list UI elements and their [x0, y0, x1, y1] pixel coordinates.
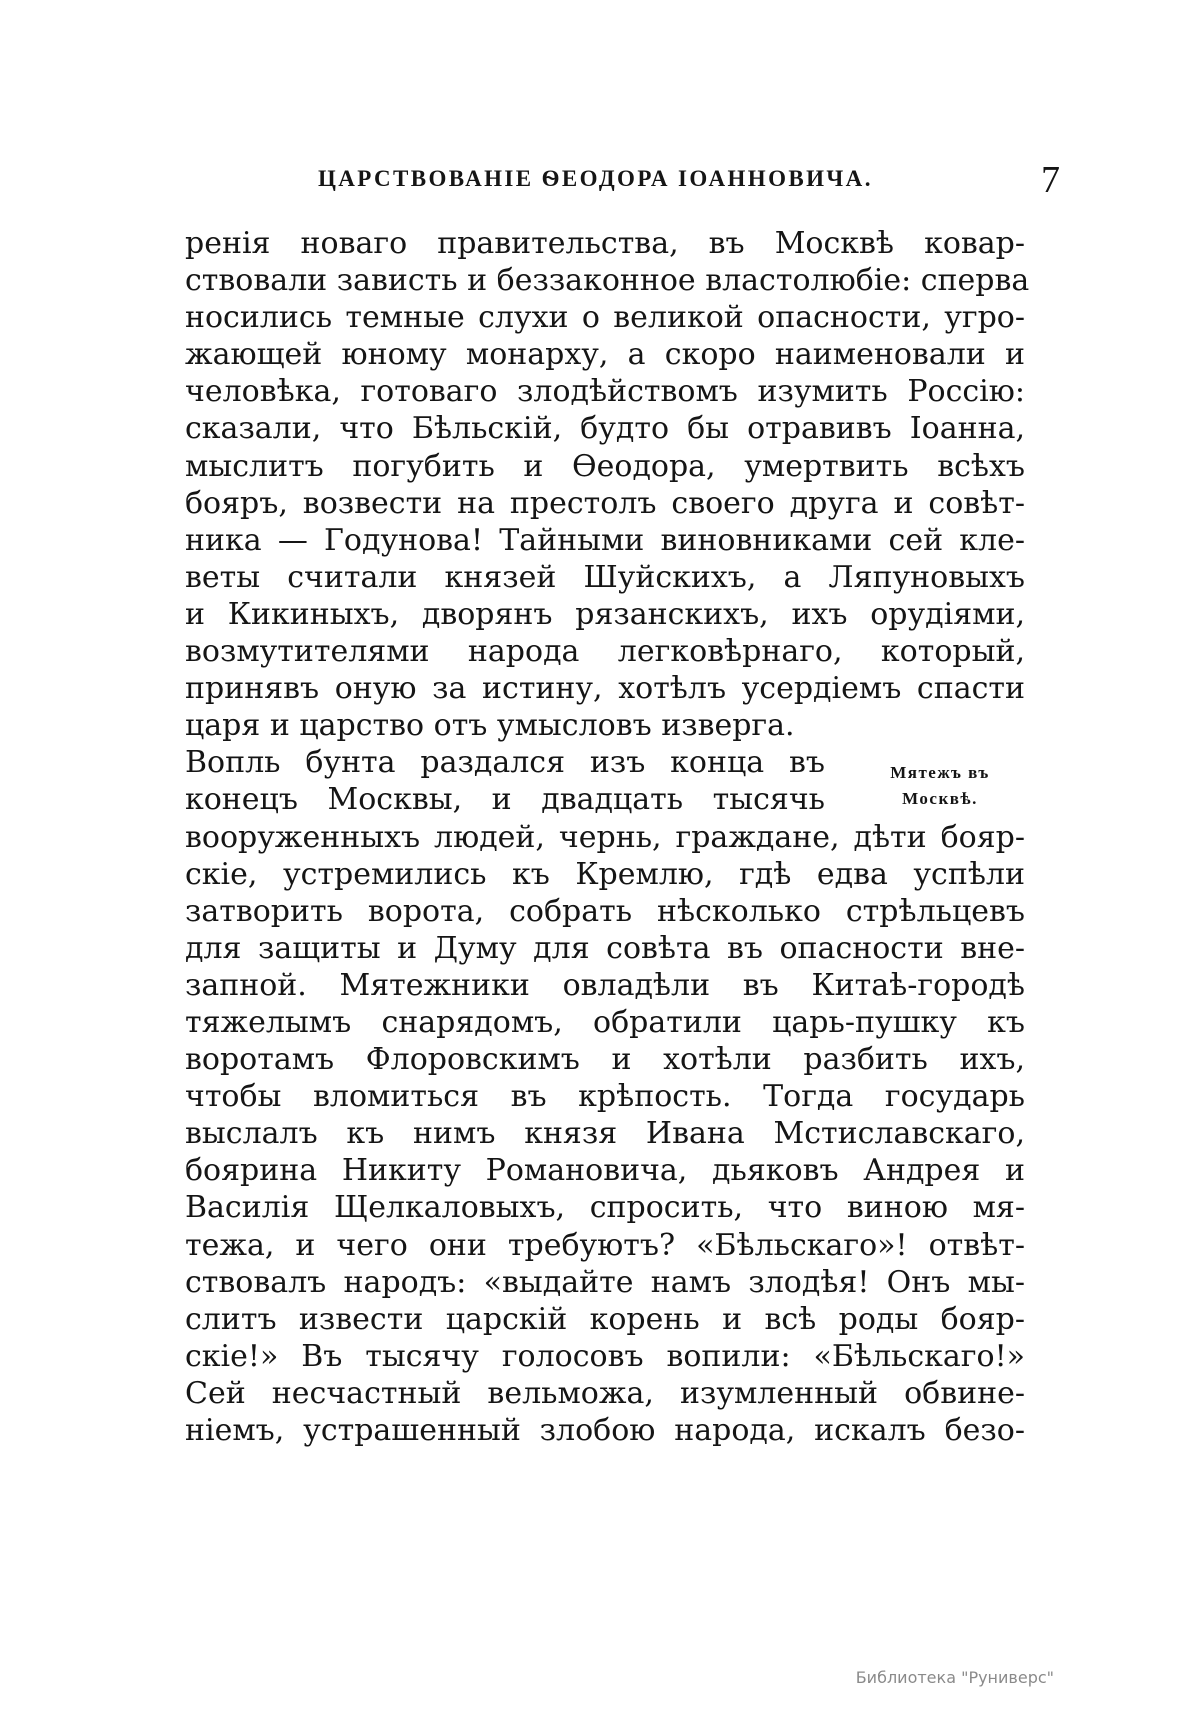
body-line: возмутителями народа легковѣрнаго, который,: [185, 634, 1025, 670]
margin-note-line: Мятежъ въ: [890, 763, 990, 782]
body-line: скіе, устремились къ Кремлю, гдѣ едва успѣли: [185, 856, 1025, 892]
margin-note-line: Москвѣ.: [902, 789, 978, 808]
body-line: принявъ оную за истину, хотѣлъ усердіемъ спасти: [185, 671, 1025, 707]
body-line: ренія новаго правительства, въ Москвѣ ковар-: [185, 226, 1025, 261]
body-line: ника — Годунова! Тайными виновниками сей кле-: [185, 522, 1025, 558]
body-line: носились темные слухи о великой опасности, угро-: [185, 300, 1025, 336]
body-line: веты считали князей Шуйскихъ, а Ляпуновыхъ: [185, 559, 1025, 595]
body-line: Сей несчастный вельможа, изумленный обвине-: [185, 1375, 1025, 1411]
body-line: выслалъ къ нимъ князя Ивана Мстиславскаго,: [185, 1116, 1025, 1152]
body-line: скіе!» Въ тысячу голосовъ вопили: «Бѣльскаго!»: [185, 1338, 1025, 1374]
body-line: затворить ворота, собрать нѣсколько стрѣльцевъ: [185, 893, 1025, 929]
body-line: бояръ, возвести на престолъ своего друга и совѣт-: [185, 485, 1025, 521]
library-watermark: Библиотека "Руниверс": [855, 1668, 1054, 1687]
body-line: и Кикиныхъ, дворянъ рязанскихъ, ихъ орудіями,: [185, 596, 1025, 632]
body-line: конецъ Москвы, и двадцать тысячь: [185, 782, 825, 818]
body-line: сказали, что Бѣльскій, будто бы отравивъ Іоанна,: [185, 411, 1025, 447]
body-line: ніемъ, устрашенный злобою народа, искалъ безо-: [185, 1413, 1025, 1448]
body-line: запной. Мятежники овладѣли въ Китаѣ-городѣ: [185, 967, 1025, 1003]
body-line: ствовали зависть и беззаконное властолюбіе: сперва: [185, 263, 1030, 299]
body-line: Василія Щелкаловыхъ, спросить, что виною мя-: [185, 1190, 1025, 1226]
page-number: 7: [1041, 159, 1060, 201]
body-line: для защиты и Думу для совѣта въ опасности вне-: [185, 930, 1025, 966]
body-line: чтобы вломиться въ крѣпость. Тогда государь: [185, 1079, 1025, 1115]
body-line: человѣка, готоваго злодѣйствомъ изумить Россію:: [185, 374, 1025, 410]
body-line: царя и царство отъ умысловъ изверга.: [185, 708, 795, 744]
running-title: ЦАРСТВОВАНІЕ ѲЕОДОРА ІОАННОВИЧА.: [318, 166, 873, 191]
running-head: [318, 158, 1060, 208]
body-line: вооруженныхъ людей, чернь, граждане, дѣти бояр-: [185, 819, 1025, 855]
body-line: тежа, и чего они требуютъ? «Бѣльскаго»! отвѣт-: [185, 1227, 1025, 1263]
body-line: тяжелымъ снарядомъ, обратили царь-пушку къ: [185, 1004, 1025, 1040]
body-line: боярина Никиту Романовича, дьяковъ Андрея и: [185, 1153, 1025, 1189]
body-line: мыслитъ погубить и Ѳеодора, умертвить всѣхъ: [185, 448, 1025, 484]
body-line: слитъ извести царскій корень и всѣ роды бояр-: [185, 1301, 1025, 1337]
body-line: Вопль бунта раздался изъ конца въ: [185, 745, 825, 781]
body-text: [185, 225, 1030, 1449]
body-line: ствовалъ народъ: «выдайте намъ злодѣя! Онъ мы-: [185, 1264, 1025, 1300]
body-line: жающей юному монарху, а скоро наименовали и: [185, 337, 1025, 373]
margin-note: [855, 760, 1025, 812]
body-line: воротамъ Флоровскимъ и хотѣли разбить ихъ,: [185, 1042, 1025, 1078]
